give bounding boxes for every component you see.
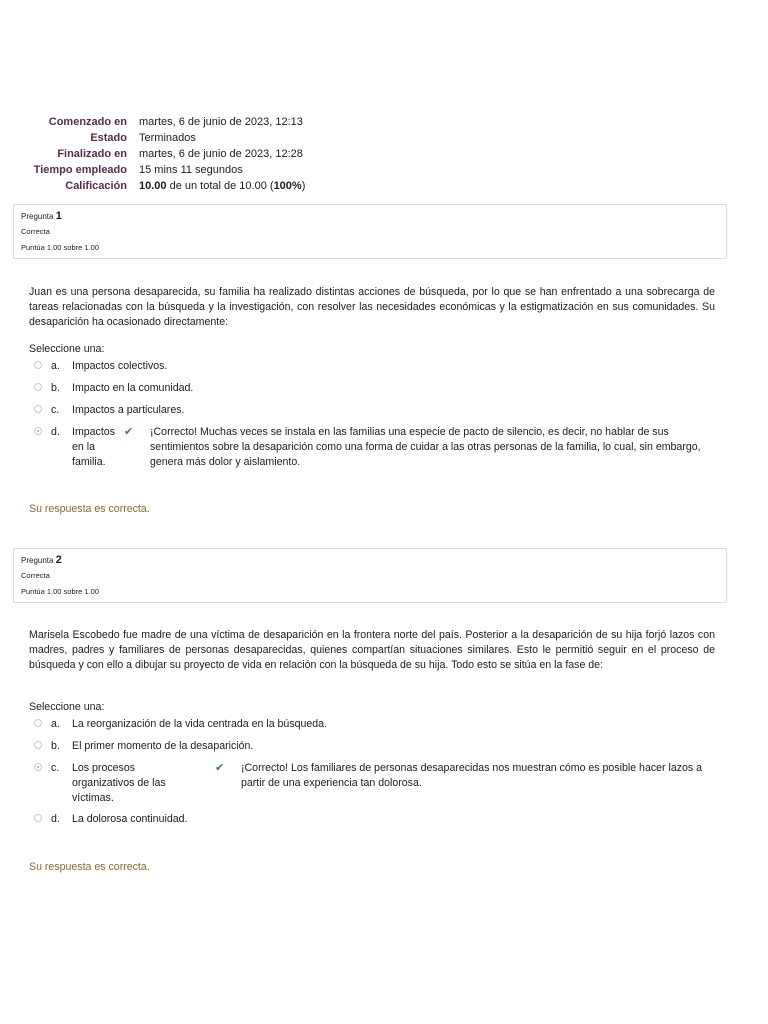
q1-option-c[interactable] (34, 403, 534, 419)
option-text: Impacto en la comunidad. (72, 382, 194, 394)
summary-value: martes, 6 de junio de 2023, 12:28 (139, 148, 303, 160)
option-letter: c. (51, 404, 60, 416)
question-2-info (13, 548, 727, 603)
option-feedback: ¡Correcto! Muchas veces se instala en las familias una especie de pacto de silencio, es decir, no hablar de sus sentimientos sobre la desaparición como una forma de cuidar a las otras personas de la familia, lo cual, sin embargo, genera más dolor y aislamiento. (150, 426, 701, 468)
summary-value: martes, 6 de junio de 2023, 12:13 (139, 116, 303, 128)
question-prefix: Pregunta (21, 556, 54, 565)
question-grade: Puntúa 1.00 sobre 1.00 (21, 243, 99, 252)
option-text: Impactos en la familia. (72, 426, 115, 468)
question-2-prompt: Seleccione una: (29, 701, 105, 713)
option-text: El primer momento de la desaparición. (72, 740, 254, 752)
grade-total: de un total de 10.00 ( (166, 180, 274, 192)
option-letter: a. (51, 718, 60, 730)
question-state: Correcta (21, 571, 50, 580)
summary-row-started (0, 114, 420, 130)
question-state: Correcta (21, 227, 50, 236)
question-grade: Puntúa 1.00 sobre 1.00 (21, 587, 99, 596)
question-number (21, 553, 726, 568)
option-letter: d. (51, 426, 60, 438)
option-text: Los procesos organizativos de las víctimas. (72, 762, 166, 804)
grade-close: ) (301, 180, 306, 192)
option-text: Impactos colectivos. (72, 360, 168, 372)
summary-label: Calificación (65, 180, 127, 192)
radio-icon[interactable] (34, 361, 42, 369)
summary-label: Tiempo empleado (33, 164, 127, 176)
question-2-outcome: Su respuesta es correcta. (29, 861, 150, 873)
question-1-text: Juan es una persona desaparecida, su familia ha realizado distintas acciones de búsqueda, por lo que se han enfrentado a una sobrecarga de tareas relacionadas con la búsqueda y la investigación, con resolver las necesidades económicas y la estigmatización en sus comunidades. Su desaparición ha ocasionado directamente: (29, 286, 715, 328)
option-text: La dolorosa continuidad. (72, 813, 188, 825)
option-letter: c. (51, 762, 60, 774)
q1-option-b[interactable] (34, 381, 534, 397)
radio-icon[interactable] (34, 763, 42, 771)
question-1-info (13, 204, 727, 259)
summary-value: 15 mins 11 segundos (139, 164, 243, 176)
question-number (21, 209, 726, 224)
summary-label: Comenzado en (48, 116, 127, 128)
question-2-text: Marisela Escobedo fue madre de una víctima de desaparición en la frontera norte del país. Posterior a la desaparición de su hija forjó lazos con madres, padres y familiares de personas desaparecidas, quienes compartían situaciones similares. Esto le permitió seguir en el proceso de búsqueda y con ello a dibujar su proyecto de vida en relación con la búsqueda de su hija. Todo esto se sitúa en la fase de: (29, 629, 715, 671)
grade-percent: 100% (273, 180, 302, 192)
option-text: La reorganización de la vida centrada en la búsqueda. (72, 718, 328, 730)
option-feedback: ¡Correcto! Los familiares de personas desaparecidas nos muestran cómo es posible hacer lazos a partir de una experiencia tan dolorosa. (241, 762, 703, 789)
question-prefix: Pregunta (21, 212, 54, 221)
option-letter: b. (51, 740, 60, 752)
summary-label: Estado (90, 132, 127, 144)
radio-icon[interactable] (34, 814, 42, 822)
summary-row-state (0, 130, 420, 146)
q2-option-c[interactable] (34, 761, 714, 807)
radio-icon[interactable] (34, 719, 42, 727)
summary-row-grade (0, 178, 420, 194)
check-icon: ✔ (215, 762, 225, 774)
summary-value (139, 178, 420, 194)
radio-icon[interactable] (34, 427, 42, 435)
question-1-outcome: Su respuesta es correcta. (29, 503, 150, 515)
q2-option-b[interactable] (34, 739, 534, 755)
q2-option-d[interactable] (34, 812, 534, 828)
question-number-value: 1 (55, 210, 62, 222)
check-icon: ✔ (124, 426, 134, 438)
radio-icon[interactable] (34, 405, 42, 413)
summary-value: Terminados (139, 132, 196, 144)
question-number-value: 2 (55, 554, 62, 566)
summary-label: Finalizado en (57, 148, 127, 160)
option-letter: d. (51, 813, 60, 825)
option-letter: a. (51, 360, 60, 372)
q1-option-d[interactable] (34, 425, 714, 471)
grade-score: 10.00 (139, 180, 167, 192)
option-text: Impactos a particulares. (72, 404, 185, 416)
radio-icon[interactable] (34, 383, 42, 391)
summary-row-time (0, 162, 420, 178)
question-1-prompt: Seleccione una: (29, 343, 105, 355)
option-letter: b. (51, 382, 60, 394)
radio-icon[interactable] (34, 741, 42, 749)
attempt-summary (0, 114, 420, 194)
summary-row-finished (0, 146, 420, 162)
q2-option-a[interactable] (34, 717, 534, 733)
q1-option-a[interactable] (34, 359, 534, 375)
